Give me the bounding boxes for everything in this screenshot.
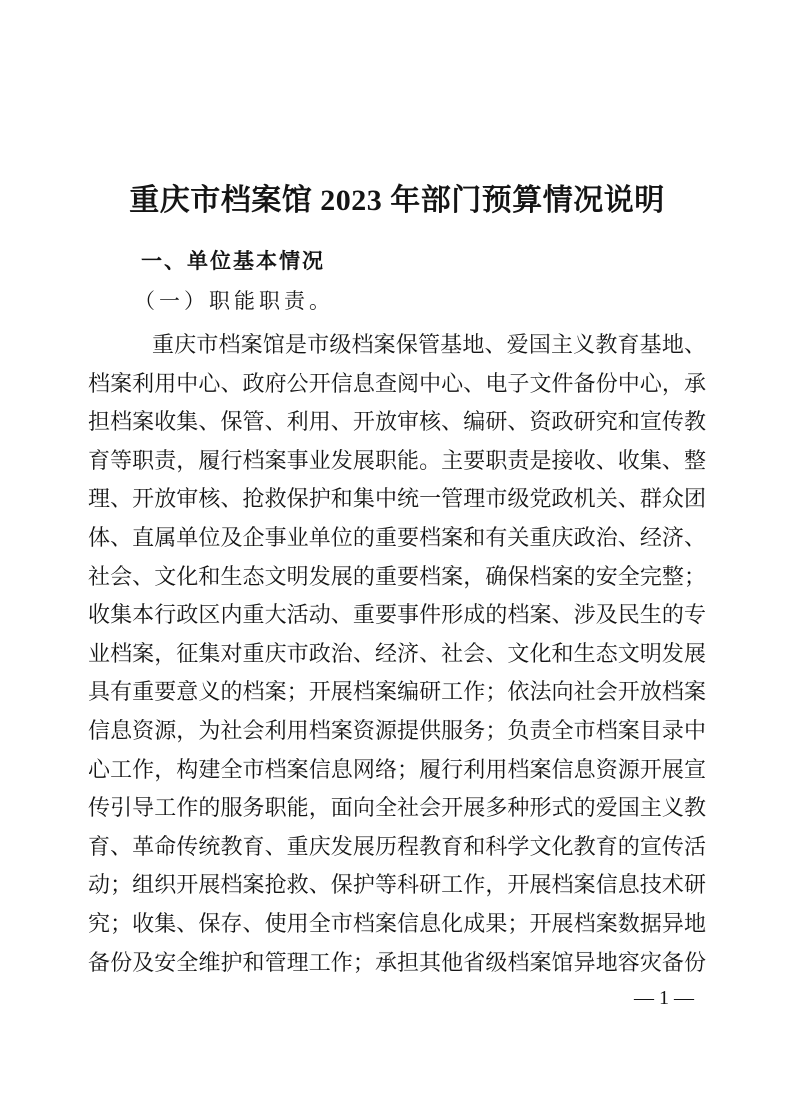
document-title: 重庆市档案馆 2023 年部门预算情况说明 — [129, 184, 665, 218]
body-line: 收集本行政区内重大活动、重要事件形成的档案、涉及民生的专 — [88, 602, 706, 628]
body-line: 重庆市档案馆是市级档案保管基地、爱国主义教育基地、 — [152, 332, 706, 357]
body-line: 究；收集、保存、使用全市档案信息化成果；开展档案数据异地 — [88, 910, 706, 936]
subsection-heading-duties: （一）职能职责。 — [134, 289, 334, 313]
body-line: 动；组织开展档案抢救、保护等科研工作，开展档案信息技术研 — [88, 872, 706, 898]
body-line: 心工作，构建全市档案信息网络；履行利用档案信息资源开展宣 — [88, 756, 706, 782]
body-line: 具有重要意义的档案；开展档案编研工作；依法向社会开放档案 — [88, 679, 706, 705]
body-line: 育等职责，履行档案事业发展职能。主要职责是接收、收集、整 — [88, 447, 706, 473]
page-number: — 1 — — [634, 987, 694, 1009]
section-heading-basic-info: 一、单位基本情况 — [141, 250, 325, 273]
body-line: 社会、文化和生态文明发展的重要档案，确保档案的安全完整； — [88, 563, 706, 589]
body-line: 备份及安全维护和管理工作；承担其他省级档案馆异地容灾备份 — [88, 949, 706, 975]
body-line: 传引导工作的服务职能，面向全社会开展多种形式的爱国主义教 — [88, 795, 706, 821]
body-line: 业档案，征集对重庆市政治、经济、社会、文化和生态文明发展 — [88, 640, 706, 666]
body-paragraph — [88, 326, 706, 982]
body-line: 育、革命传统教育、重庆发展历程教育和科学文化教育的宣传活 — [88, 833, 706, 859]
body-line: 体、直属单位及企事业单位的重要档案和有关重庆政治、经济、 — [88, 524, 706, 550]
body-line: 理、开放审核、抢救保护和集中统一管理市级党政机关、群众团 — [88, 486, 706, 512]
body-line: 信息资源，为社会利用档案资源提供服务；负责全市档案目录中 — [88, 717, 706, 743]
body-line: 档案利用中心、政府公开信息查阅中心、电子文件备份中心，承 — [88, 370, 706, 396]
body-line: 担档案收集、保管、利用、开放审核、编研、资政研究和宣传教 — [88, 409, 706, 435]
